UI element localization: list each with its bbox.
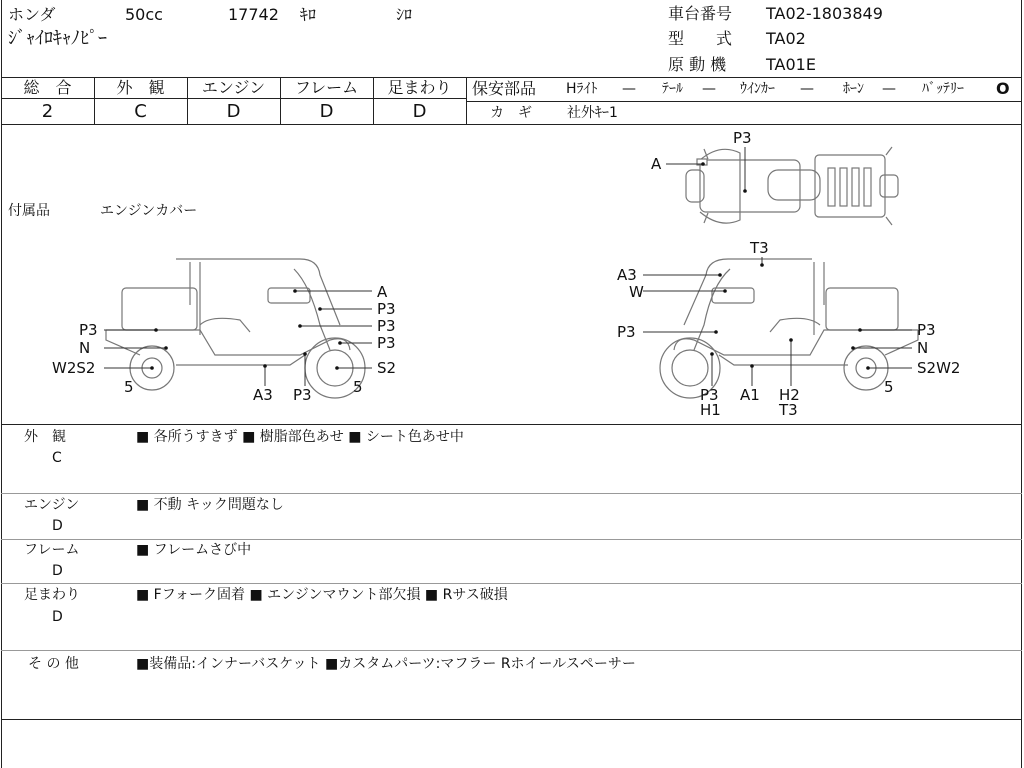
note-category: そ の 他 <box>28 656 79 672</box>
safety-label: 保安部品 <box>472 79 537 98</box>
mileage-unit: ｷﾛ <box>300 5 317 24</box>
engine-label: 原 動 機 <box>668 55 727 74</box>
grade-header-frame: フレーム <box>294 78 359 97</box>
left-label-5-rear: 5 <box>353 378 363 396</box>
note-text: ■ フレームさび中 <box>136 542 252 558</box>
safety-headlight-value: — <box>622 81 636 97</box>
grade-value-frame: D <box>319 101 334 122</box>
grade-value-suspension: D <box>412 101 427 122</box>
note-grade: D <box>52 609 63 625</box>
safety-winker-name: ｳｲﾝｶｰ <box>740 81 775 97</box>
notes-top <box>1 424 1022 425</box>
notes-div-2 <box>1 539 1022 540</box>
color: ｼﾛ <box>396 5 413 24</box>
safety-tail-name: ﾃｰﾙ <box>662 81 683 97</box>
top-label-p3: P3 <box>733 129 752 147</box>
left-label-p3-1: P3 <box>377 300 396 318</box>
left-side-scooter <box>106 259 365 398</box>
left-label-w2s2: W2S2 <box>52 359 96 377</box>
note-text: ■装備品:インナーバスケット ■カスタムパーツ:マフラー Rホイールスペーサー <box>136 656 636 672</box>
frame-no-label: 車台番号 <box>668 4 733 23</box>
grade-value-overall: 2 <box>41 101 54 122</box>
right-label-s2w2: S2W2 <box>917 359 961 377</box>
right-label-w: W <box>629 283 644 301</box>
safety-mid <box>467 101 1021 102</box>
key-value: 社外ｷｰ1 <box>567 105 618 121</box>
grade-value-engine: D <box>226 101 241 122</box>
right-side-scooter <box>660 259 918 398</box>
mileage: 17742 <box>228 5 279 24</box>
frame-no: TA02-1803849 <box>766 4 883 23</box>
damage-diagram <box>0 125 1024 425</box>
note-category: フレーム <box>24 542 80 558</box>
right-label-p3-left: P3 <box>617 323 636 341</box>
notes-div-3 <box>1 583 1022 584</box>
key-label: カ ギ <box>490 105 532 121</box>
displacement: 50cc <box>125 5 163 24</box>
safety-battery-value: O <box>996 79 1010 98</box>
left-label-p3-5: P3 <box>293 386 312 404</box>
safety-headlight-name: Hﾗｲﾄ <box>566 81 598 97</box>
left-label-a: A <box>377 283 388 301</box>
note-text: ■ 各所うすきず ■ 樹脂部色あせ ■ シート色あせ中 <box>136 429 464 445</box>
safety-horn-value: — <box>882 81 896 97</box>
left-label-p3-4: P3 <box>79 321 98 339</box>
notes-div-4 <box>1 650 1022 651</box>
right-label-p3-bottom: P3 <box>700 386 719 404</box>
left-label-5-front: 5 <box>124 378 134 396</box>
type-label: 型 式 <box>668 29 733 48</box>
left-label-a3: A3 <box>253 386 273 404</box>
notes-bottom <box>1 719 1022 720</box>
grade-header-engine: エンジン <box>201 78 266 97</box>
note-grade: D <box>52 563 63 579</box>
grade-header-exterior: 外 観 <box>116 78 165 97</box>
left-label-p3-2: P3 <box>377 317 396 335</box>
safety-horn-name: ﾎｰﾝ <box>843 81 864 97</box>
grade-header-overall: 総 合 <box>23 78 72 97</box>
right-label-p3-right: P3 <box>917 321 936 339</box>
right-label-a1: A1 <box>740 386 760 404</box>
note-text: ■ Fフォーク固着 ■ エンジンマウント部欠損 ■ Rサス破損 <box>136 587 508 603</box>
accessories-value: エンジンカバー <box>100 203 198 219</box>
safety-winker-value: — <box>800 81 814 97</box>
right-label-h1: H1 <box>700 401 721 419</box>
grade-header-suspension: 足まわり <box>387 78 452 97</box>
right-label-t3-bottom: T3 <box>779 401 798 419</box>
top-view-scooter <box>686 147 898 225</box>
grade-table-mid <box>1 98 467 99</box>
left-label-n: N <box>79 339 91 357</box>
engine-value: TA01E <box>766 55 816 74</box>
maker: ホンダ <box>8 5 56 24</box>
right-label-5: 5 <box>884 378 894 396</box>
note-category: エンジン <box>24 497 80 513</box>
right-label-n: N <box>917 339 929 357</box>
accessories-label: 付属品 <box>8 203 50 219</box>
note-category: 足まわり <box>24 587 80 603</box>
grade-div-5 <box>466 77 467 124</box>
model-name: ｼﾞｬｲﾛｷｬﾉﾋﾟｰ <box>8 28 107 49</box>
note-grade: D <box>52 518 63 534</box>
notes-div-1 <box>1 493 1022 494</box>
note-text: ■ 不動 キック問題なし <box>136 497 284 513</box>
type-value: TA02 <box>766 29 806 48</box>
left-label-p3-3: P3 <box>377 334 396 352</box>
right-label-t3-top: T3 <box>750 239 769 257</box>
grade-value-exterior: C <box>134 101 147 122</box>
note-grade: C <box>52 450 62 466</box>
note-category: 外 観 <box>24 429 66 445</box>
safety-tail-value: — <box>702 81 716 97</box>
safety-battery-name: ﾊﾞｯﾃﾘｰ <box>922 81 964 97</box>
right-label-h2: H2 <box>779 386 800 404</box>
left-label-s2: S2 <box>377 359 397 377</box>
top-label-a: A <box>651 155 662 173</box>
right-label-a3: A3 <box>617 266 637 284</box>
